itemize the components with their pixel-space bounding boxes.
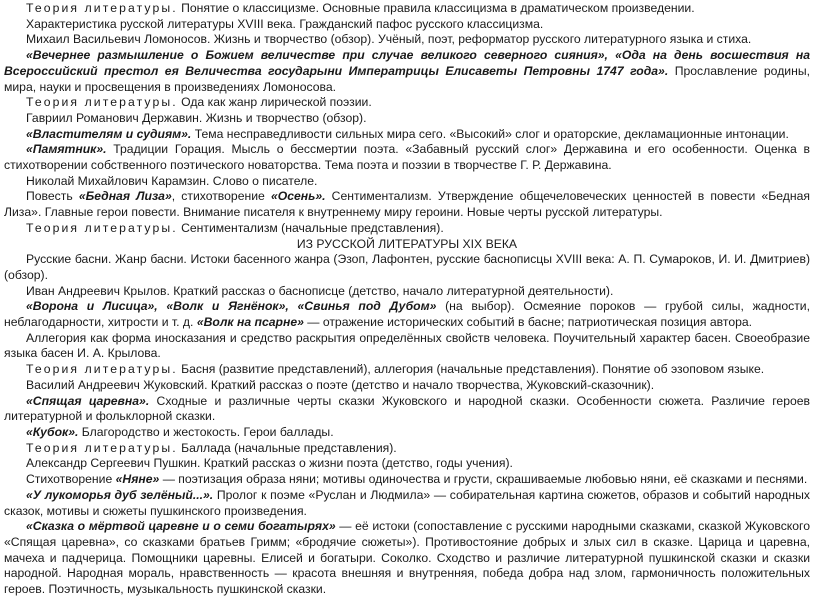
text-run: Сентиментализм. Утверждение общечеловеческих ценностей в повести «Бедная Лиза». Главные герои повести. Внимание писателя к внутреннему миру героини. Новые черты русской литературы. xyxy=(4,189,810,220)
work-title: «Вечернее размышление о Божием величестве при случае великого северного сияния», «Ода на день восшествия на Всероссийский престол ея Величества государыни Императрицы Елисаветы Петровны 1747 года». xyxy=(4,48,810,78)
text-run: , стихотворение xyxy=(171,189,271,204)
text-run: Михаил Васильевич Ломоносов. Жизнь и творчество (обзор). Учёный, поэт, реформатор русского литературного языка и стиха. xyxy=(26,32,752,47)
text-run: Пролог к поэме «Руслан и Людмила» — собирательная картина сюжетов, образов и событий народных сказок, мотивы и сюжеты пушкинского произведения. xyxy=(4,487,811,518)
text-run: Благородство и жестокость. Герои баллады. xyxy=(78,424,334,439)
work-title: «Волк на псарне» xyxy=(196,315,304,330)
text-run: Понятие о классицизме. Основные правила классицизма в драматическом произведении. xyxy=(177,1,695,15)
paragraph xyxy=(4,472,810,488)
paragraph xyxy=(4,441,810,457)
theory-label: Теория литературы. xyxy=(26,220,178,235)
paragraph xyxy=(4,95,810,111)
text-run: — её истоки (сопоставление с русскими народными сказками, сказкой Жуковского «Спящая царевна», со сказками братьев Гримм; «бродячие сюжеты»). Противостояние добрых и злых сил в сказке. Царица и царевна, мачеха и падчерица. Помощники царевны. Елисей и богатыри. Соколко. Сходство и различие литературной пушкинской сказки и сказки народной. Народная мораль, нравственность — красота внешняя и внутренняя, победа добра над злом, гармоничность положительных героев. Поэтичность, музыкальность пушкинской сказки. xyxy=(4,519,810,597)
paragraph xyxy=(4,127,810,143)
paragraph xyxy=(4,237,810,253)
text-run: Ода как жанр лирической поэзии. xyxy=(177,95,372,110)
paragraph xyxy=(4,284,810,300)
theory-label: Теория литературы. xyxy=(26,362,178,377)
text-run: Басня (развитие представлений), аллегория (начальные представления). Понятие об эзоповом языке. xyxy=(177,362,765,377)
text-run: Василий Андреевич Жуковский. Краткий рассказ о поэте (детство и начало творчества, Жуковский-сказочник). xyxy=(26,377,655,392)
paragraph xyxy=(4,111,810,127)
document-body xyxy=(4,1,810,598)
text-run: Традиции Горация. Мысль о бессмертии поэта. «Забавный русский слог» Державина и его особенности. Оценка в стихотворении собственного поэтического новаторства. Тема поэта и поэзии в творчестве Г. Р. Державина. xyxy=(4,142,810,173)
paragraph xyxy=(4,519,810,598)
text-run: Стихотворение xyxy=(26,472,116,487)
text-run: — отражение исторических событий в басне; патриотическая позиция автора. xyxy=(303,315,753,330)
paragraph xyxy=(4,331,810,362)
work-title: «У лукоморья дуб зелёный...». xyxy=(26,487,214,502)
paragraph xyxy=(4,252,810,283)
text-run: Александр Сергеевич Пушкин. Краткий рассказ о жизни поэта (детство, годы учения). xyxy=(26,456,513,471)
text-run: Тема несправедливости сильных мира сего. «Высокий» слог и ораторские, декламационные интонации. xyxy=(191,126,789,141)
text-run: — поэтизация образа няни; мотивы одиночества и грусти, скрашиваемые любовью няни, её сказками и песнями. xyxy=(159,472,808,487)
paragraph xyxy=(4,425,810,441)
work-title: «Спящая царевна». xyxy=(26,393,150,408)
paragraph xyxy=(4,378,810,394)
work-title: «Кубок». xyxy=(26,424,79,439)
work-title: «Сказка о мёртвой царевне и о семи богатырях» xyxy=(26,519,336,534)
theory-label: Теория литературы. xyxy=(26,1,178,15)
text-run: Сентиментализм (начальные представления). xyxy=(177,220,444,235)
theory-label: Теория литературы. xyxy=(26,95,178,110)
text-run: Сходные и различные черты сказки Жуковского и народной сказки. Особенности сюжета. Различие героев литературной и фольклорной сказки. xyxy=(4,393,810,424)
paragraph xyxy=(4,362,810,378)
work-title: «Властителям и судиям». xyxy=(26,126,192,141)
paragraph xyxy=(4,17,810,33)
paragraph xyxy=(4,174,810,190)
text-run: Повесть xyxy=(26,189,79,204)
paragraph xyxy=(4,456,810,472)
text-run: Николай Михайлович Карамзин. Слово о писателе. xyxy=(26,173,318,188)
text-run: Баллада (начальные представления). xyxy=(177,440,397,455)
text-run: Характеристика русской литературы XVIII века. Гражданский пафос русского классицизма. xyxy=(26,16,544,31)
paragraph xyxy=(4,221,810,237)
work-title: «Осень». xyxy=(270,189,326,204)
paragraph xyxy=(4,299,810,330)
paragraph xyxy=(4,32,810,48)
section-heading: ИЗ РУССКОЙ ЛИТЕРАТУРЫ XIX ВЕКА xyxy=(296,236,518,251)
work-title: «Няне» xyxy=(115,472,160,487)
work-title: «Бедная Лиза» xyxy=(78,189,172,204)
theory-label: Теория литературы. xyxy=(26,440,178,455)
paragraph xyxy=(4,488,810,519)
paragraph xyxy=(4,1,810,17)
text-run: (на выбор). Осмеяние пороков — грубой силы, жадности, неблагодарности, хитрости и т. д. xyxy=(4,299,810,330)
text-run: Прославление родины, мира, науки и просвещения в произведениях Ломоносова. xyxy=(4,63,810,94)
paragraph xyxy=(4,142,810,173)
paragraph xyxy=(4,394,810,425)
text-run: Гавриил Романович Державин. Жизнь и творчество (обзор). xyxy=(26,110,367,125)
text-run: Русские басни. Жанр басни. Истоки басенного жанра (Эзоп, Лафонтен, русские баснописцы XVIII века: А. П. Сумароков, И. И. Дмитриев) (обзор). xyxy=(4,252,810,282)
text-run: Аллегория как форма иносказания и средство раскрытия определённых свойств человека. Поучительный характер басен. Своеобразие языка басен И. А. Крылова. xyxy=(4,330,810,361)
work-title: «Ворона и Лисица», «Волк и Ягнёнок», «Свинья под Дубом» xyxy=(26,299,437,314)
work-title: «Памятник». xyxy=(26,142,107,157)
paragraph xyxy=(4,189,810,220)
text-run: Иван Андреевич Крылов. Краткий рассказ о баснописце (детство, начало литературной деятельности). xyxy=(26,283,614,298)
paragraph xyxy=(4,48,810,95)
